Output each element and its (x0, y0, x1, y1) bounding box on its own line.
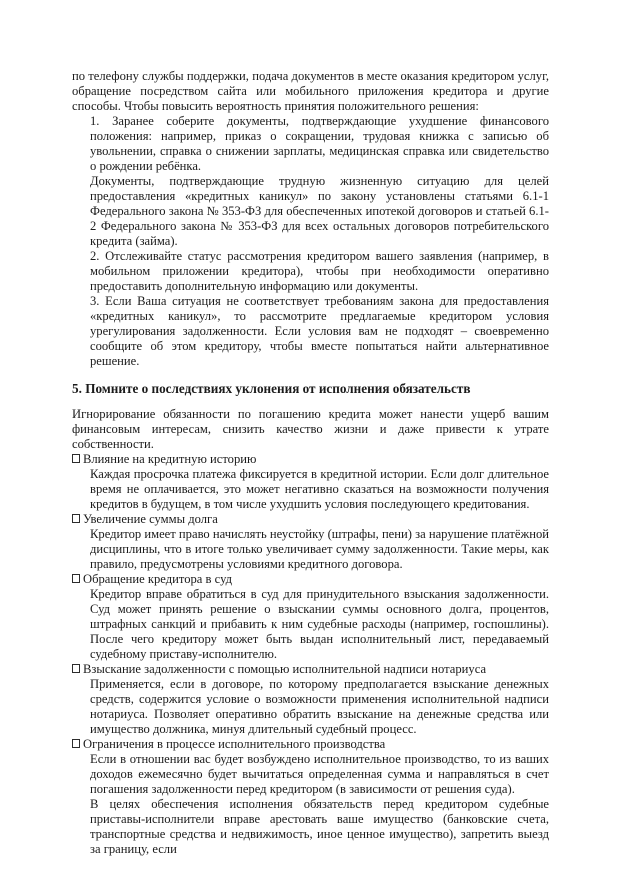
empty-checkbox-icon (72, 574, 80, 583)
bullet-label: Влияние на кредитную историю (83, 451, 257, 466)
paragraph: по телефону службы поддержки, подача документов в месте оказания кредитором услуг, обращение посредством сайта или мобильного приложения кредитора и другие способы. Чтобы повысить вероятность принятия положительного решения: (72, 69, 549, 113)
paragraph: 3. Если Ваша ситуация не соответствует требованиям закона для предоставления «кредитных каникул», то рассмотрите предлагаемые кредитором условия урегулирования задолженности. Если условия вам не подходят – своевременно сообщите об этом кредитору, чтобы вместе попытаться найти альтернативное решение. (90, 294, 549, 368)
paragraph: 1. Заранее соберите документы, подтверждающие ухудшение финансового положения: например, приказ о сокращении, трудовая книжка с записью об увольнении, справка о снижении зарплаты, медицинская справка или свидетельство о рождении ребёнка. (90, 114, 549, 173)
bullet-item (72, 662, 549, 677)
paragraph: Игнорирование обязанности по погашению кредита может нанести ущерб вашим финансовым интересам, снизить качество жизни и даже привести к утрате собственности. (72, 406, 549, 451)
section-heading: 5. Помните о последствиях уклонения от исполнения обязательств (72, 381, 471, 396)
empty-checkbox-icon (72, 664, 80, 673)
empty-checkbox-icon (72, 514, 80, 523)
paragraph: Документы, подтверждающие трудную жизненную ситуацию для целей предоставления «кредитных каникул» по закону установлены статьями 6.1-1 Федерального закона № 353-ФЗ для обеспеченных ипотекой договоров и статьей 6.1-2 Федерального закона № 353-ФЗ для всех остальных договоров потребительского кредита (займа). (90, 174, 549, 248)
empty-checkbox-icon (72, 739, 80, 748)
document-content (72, 69, 549, 857)
paragraph: 2. Отслеживайте статус рассмотрения кредитором вашего заявления (например, в мобильном приложении кредитора), чтобы при необходимости оперативно предоставить дополнительную информацию или документы. (90, 249, 549, 293)
bullet-item (72, 452, 549, 467)
bullet-label: Увеличение суммы долга (83, 511, 218, 526)
bullet-item (72, 737, 549, 752)
bullet-label: Ограничения в процессе исполнительного производства (83, 736, 386, 751)
bullet-label: Обращение кредитора в суд (83, 571, 232, 586)
bullet-label: Взыскание задолженности с помощью исполнительной надписи нотариуса (83, 661, 487, 676)
paragraph: Кредитор вправе обратиться в суд для принудительного взыскания задолженности. Суд может принять решение о взыскании суммы основного долга, процентов, штрафных санкций и прибавить к ним судебные расходы (например, госпошлины). После чего кредитору может быть выдан исполнительный лист, передаваемый судебному приставу-исполнителю. (90, 586, 549, 661)
bullet-item (72, 512, 549, 527)
bullet-item (72, 572, 549, 587)
empty-checkbox-icon (72, 454, 80, 463)
paragraph: Кредитор имеет право начислять неустойку (штрафы, пени) за нарушение платёжной дисциплины, что в итоге только увеличивает сумму задолженности. Такие меры, как правило, предусмотрены условиями кредитного договора. (90, 526, 549, 571)
paragraph: Если в отношении вас будет возбуждено исполнительное производство, то из ваших доходов ежемесячно будет вычитаться определенная сумма и направляться в счет погашения задолженности перед кредитором (в зависимости от решения суда). (90, 751, 549, 796)
paragraph: Каждая просрочка платежа фиксируется в кредитной истории. Если долг длительное время не оплачивается, это может негативно сказаться на возможности получения кредитов в будущем, в том числе ухудшить условия последующего кредитования. (90, 466, 549, 511)
paragraph: Применяется, если в договоре, по которому предполагается взыскание денежных средств, содержится условие о возможности применения исполнительной надписи нотариуса. Позволяет оперативно обратить взыскание на денежные средства или имущество должника, минуя длительный судебный процесс. (90, 676, 549, 736)
paragraph: В целях обеспечения исполнения обязательств перед кредитором судебные приставы-исполнители вправе арестовать ваше имущество (банковские счета, транспортные средства и недвижимость, иное ценное имущество), запретить выезд за границу, если (90, 796, 549, 856)
